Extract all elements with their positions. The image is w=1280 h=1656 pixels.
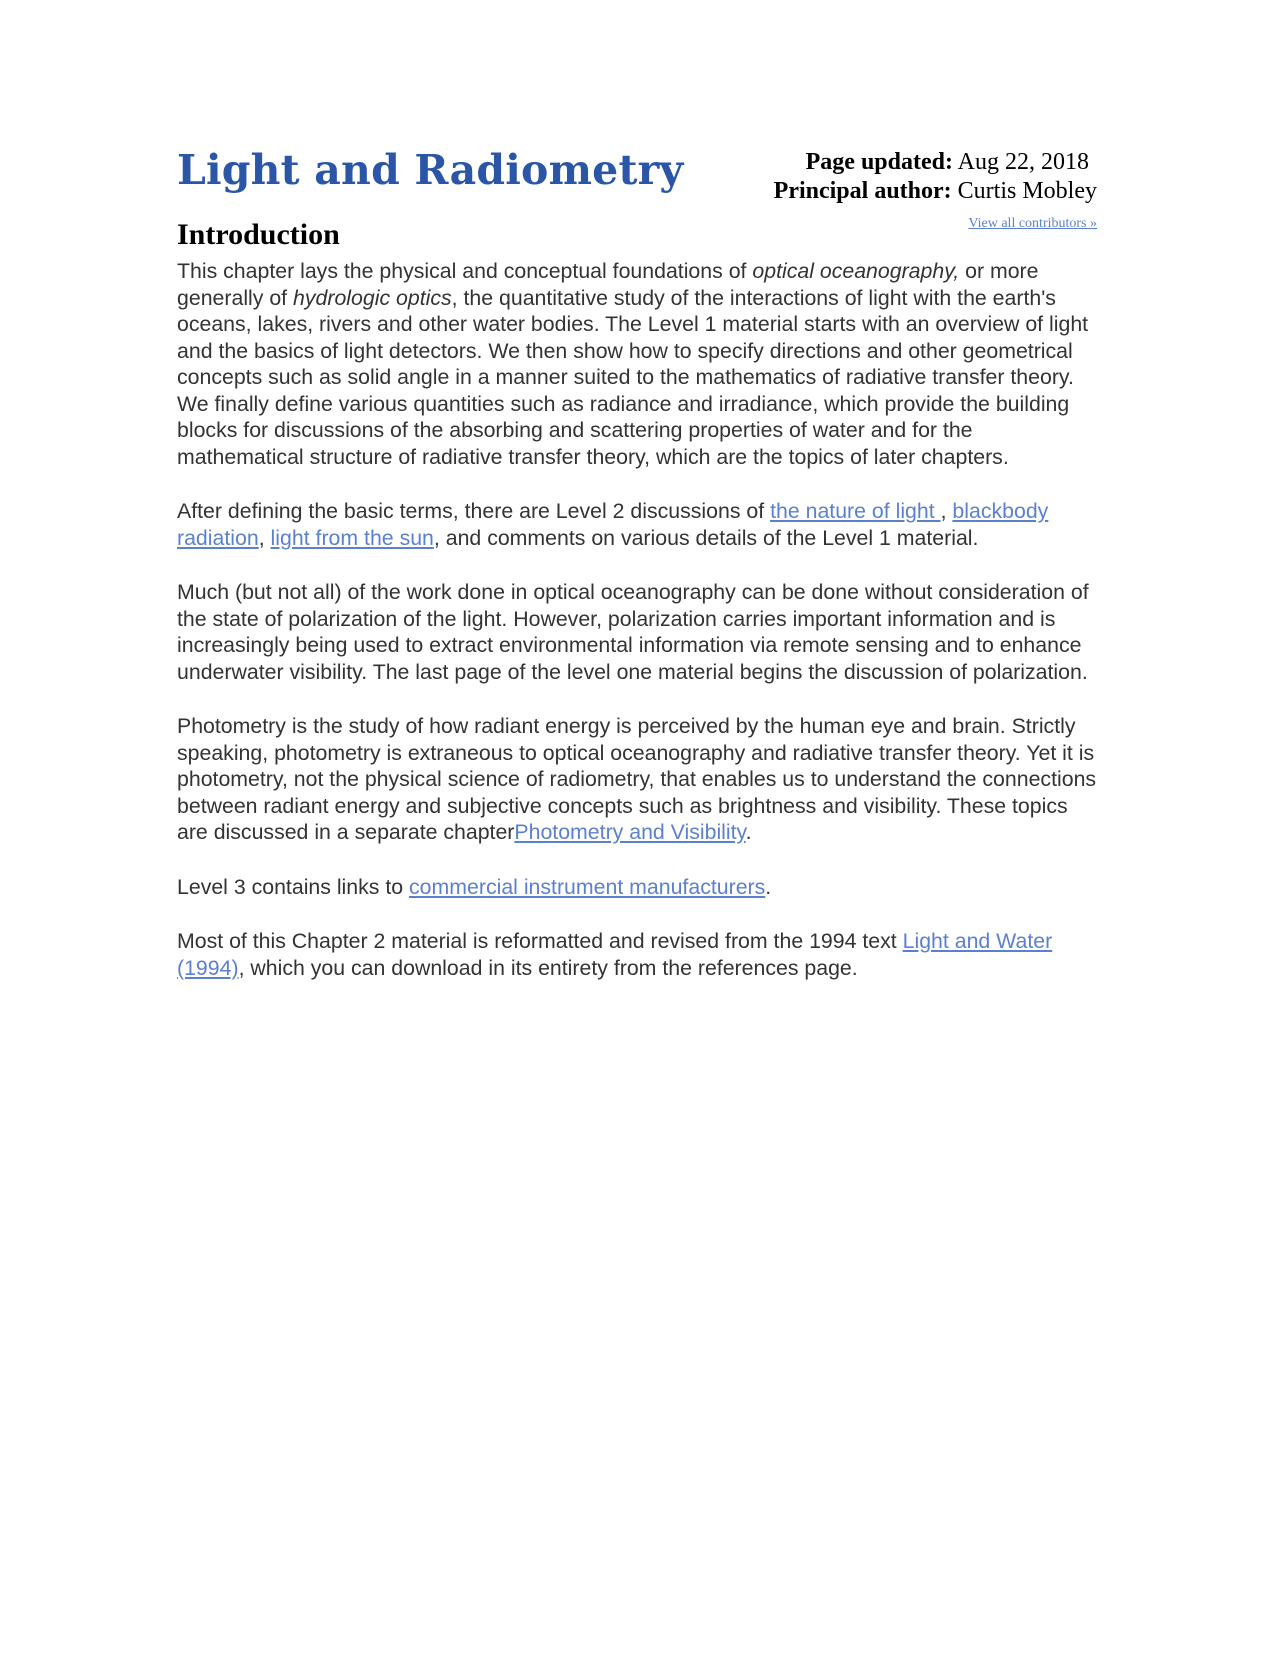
p5-text-a: Level 3 contains links to bbox=[177, 874, 410, 899]
page-updated-label: Page updated: bbox=[805, 149, 953, 175]
paragraph-3: Much (but not all) of the work done in optical oceanography can be done without consideration of the state of polarization of the light. However, polarization carries important information and is increasingly being used to extract environmental information via remote sensing and to enhance underwater visibility. The last page of the level one material begins the discussion of polarization. bbox=[177, 580, 1089, 684]
link-light-from-the-sun[interactable]: light from the sun bbox=[270, 525, 434, 550]
p6-text-a: Most of this Chapter 2 material is reformatted and revised from the 1994 text bbox=[177, 929, 903, 953]
p2-text-a: After defining the basic terms, there are Level 2 discussions of bbox=[177, 499, 771, 523]
paragraph-5 bbox=[177, 874, 1097, 901]
paragraph-6 bbox=[177, 928, 1097, 981]
article-body bbox=[177, 258, 1097, 1009]
page-updated-value: Aug 22, 2018 bbox=[957, 149, 1089, 175]
p2-text-b: , bbox=[940, 499, 953, 523]
p2-text-d: , and comments on various details of the Level 1 material. bbox=[433, 525, 979, 550]
link-blackbody-radiation[interactable]: blackbody radiation bbox=[177, 499, 1049, 550]
link-commercial-instrument-manufacturers[interactable]: commercial instrument manufacturers bbox=[409, 874, 766, 899]
link-photometry-and-visibility[interactable]: Photometry and Visibility bbox=[514, 820, 746, 844]
paragraph-1 bbox=[177, 258, 1097, 470]
page-meta bbox=[774, 148, 1097, 235]
p2-text-c: , bbox=[258, 525, 271, 550]
p1-text-a: This chapter lays the physical and conceptual foundations of bbox=[177, 259, 753, 283]
p6-text-b: , which you can download in its entirety from the references page. bbox=[238, 955, 858, 980]
principal-author-label: Principal author: bbox=[773, 178, 952, 204]
p4-text-a: Photometry is the study of how radiant energy is perceived by the human eye and brain. Strictly speaking, photometry is extraneous to optical oceanography and radiative transfer theory. Yet it is photometry, not the physical science of radiometry, that enables us to understand the connections between radiant energy and subjective concepts such as brightness and visibility. These topics are discussed in a separate chapter bbox=[177, 714, 1097, 844]
paragraph-2 bbox=[177, 498, 1097, 551]
p4-text-b: . bbox=[745, 820, 752, 844]
page-title: Light and Radiometry bbox=[177, 146, 684, 194]
link-light-and-water-1994[interactable]: Light and Water (1994) bbox=[177, 929, 1053, 980]
section-heading-introduction: Introduction bbox=[177, 218, 340, 251]
p5-text-b: . bbox=[765, 874, 772, 899]
principal-author-row bbox=[774, 177, 1097, 206]
p1-emphasis-optical-oceanography: optical oceanography, bbox=[752, 259, 960, 283]
principal-author-value: Curtis Mobley bbox=[957, 178, 1097, 204]
paragraph-4 bbox=[177, 713, 1097, 846]
view-contributors-link[interactable]: View all contributors » bbox=[968, 216, 1097, 231]
p1-emphasis-hydrologic-optics: hydrologic optics bbox=[293, 285, 452, 310]
p1-text-b: or more generally of bbox=[177, 259, 1039, 310]
p1-text-c: , the quantitative study of the interactions of light with the earth's oceans, lakes, rivers and other water bodies. The Level 1 material starts with an overview of light and the basics of light detectors. We then show how to specify directions and other geometrical concepts such as solid angle in a manner suited to the mathematics of radiative transfer theory. We finally define various quantities such as radiance and irradiance, which provide the building blocks for discussions of the absorbing and scattering properties of water and for the mathematical structure of radiative transfer theory, which are the topics of later chapters. bbox=[177, 285, 1089, 469]
link-nature-of-light[interactable]: the nature of light bbox=[770, 499, 941, 523]
page-updated-row bbox=[774, 148, 1097, 177]
